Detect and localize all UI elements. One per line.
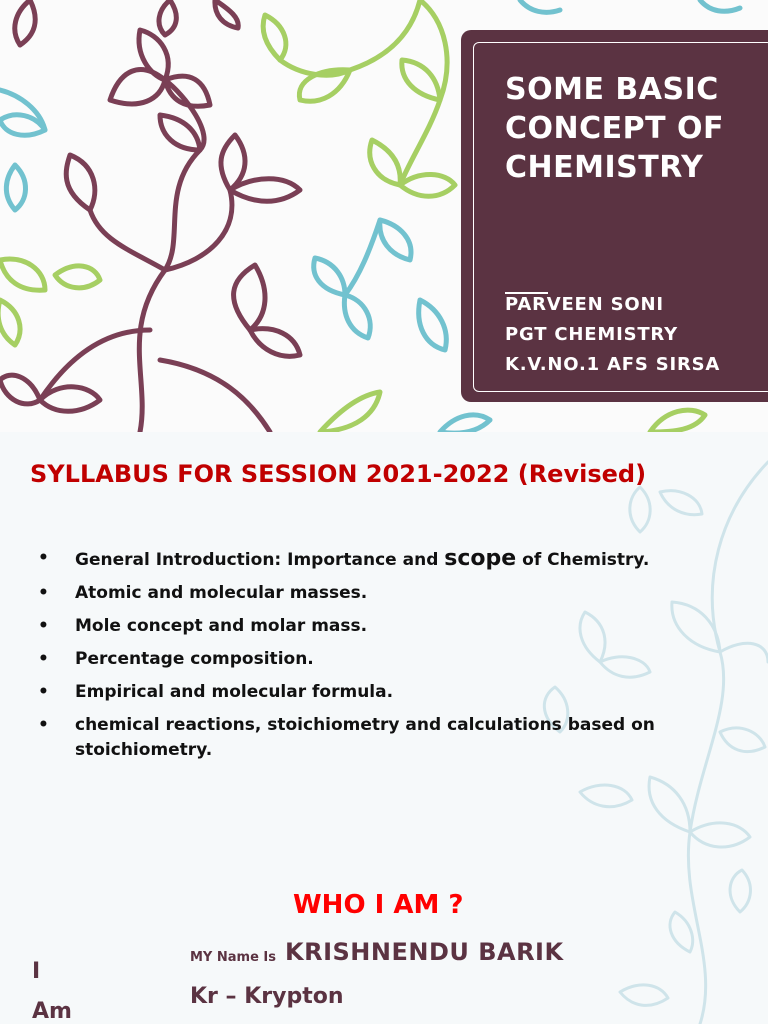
bullet-icon: • — [38, 649, 49, 669]
list-item-text: Atomic and molecular masses. — [75, 583, 368, 603]
my-name-label: MY Name Is — [190, 950, 276, 965]
krypton-line: Kr – Krypton — [190, 984, 344, 1009]
bullet-icon: • — [38, 548, 49, 568]
bullet-icon: • — [38, 715, 49, 735]
syllabus-list — [38, 546, 718, 771]
list-item — [38, 713, 718, 763]
title-slide — [0, 0, 768, 432]
i-am-line: I — [32, 959, 41, 984]
bullet-icon: • — [38, 616, 49, 636]
list-item — [38, 546, 718, 573]
list-item-emphasis: scope — [444, 546, 517, 571]
syllabus-heading: SYLLABUS FOR SESSION 2021-2022 (Revised) — [30, 460, 647, 488]
author-school: K.V.NO.1 AFS SIRSA — [505, 354, 721, 375]
bullet-icon: • — [38, 583, 49, 603]
i-am-line: Am — [32, 999, 72, 1024]
list-item-text: Mole concept and molar mass. — [75, 616, 368, 636]
bullet-icon: • — [38, 682, 49, 702]
list-item — [38, 680, 718, 705]
list-item — [38, 614, 718, 639]
i-am-label — [32, 952, 72, 1024]
list-item — [38, 647, 718, 672]
syllabus-slide — [0, 432, 768, 1024]
list-item-text: Percentage composition. — [75, 649, 314, 669]
list-item-text: Empirical and molecular formula. — [75, 682, 394, 702]
list-item-text: chemical reactions, stoichiometry and calculations based on stoichiometry. — [75, 715, 655, 760]
list-item-text: General Introduction: Importance and — [75, 550, 445, 570]
who-i-am-heading: WHO I AM ? — [293, 890, 464, 920]
author-name: PARVEEN SONI — [505, 294, 664, 315]
presentation-title: SOME BASIC CONCEPT OF CHEMISTRY — [505, 72, 725, 185]
list-item — [38, 581, 718, 606]
author-role: PGT CHEMISTRY — [505, 324, 678, 345]
list-item-text: of Chemistry. — [516, 550, 650, 570]
my-name-value: KRISHNENDU BARIK — [285, 938, 564, 966]
